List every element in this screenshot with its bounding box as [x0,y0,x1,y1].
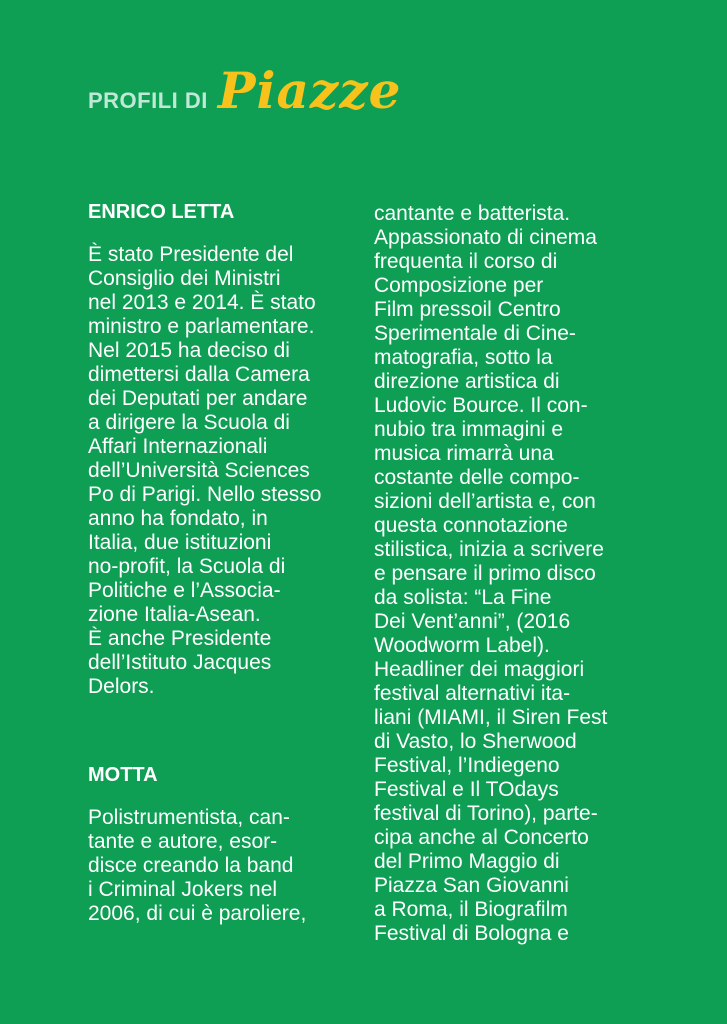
section-spacer [88,699,358,763]
brand-logo-text: Piazze [217,61,402,120]
right-column [374,202,644,946]
left-column [88,200,358,926]
page-header [88,61,402,120]
section-body-enrico-letta: È stato Presidente del Consiglio dei Ministri nel 2013 e 2014. È stato ministro e parlamentare. Nel 2015 ha deciso di dimettersi dalla Camera dei Deputati per andare a dirigere la Scuola di Affari Internazionali dell’Università Sciences Po di Parigi. Nello stesso anno ha fondato, in Italia, due istituzioni no-profit, la Scuola di Politiche e l’Associa- zione Italia-Asean. È anche Presidente dell’Istituto Jacques Delors. [88,243,322,698]
section-title-enrico-letta: ENRICO LETTA [88,201,235,223]
section-title-motta: MOTTA [88,764,158,786]
section-body-motta-part1: Polistrumentista, can- tante e autore, esor- disce creando la band i Criminal Jokers nel 2006, di cui è paroliere, [88,806,307,925]
header-prefix: PROFILI DI [88,88,208,113]
section-body-motta-part2: cantante e batterista. Appassionato di cinema frequenta il corso di Composizione per Film pressoil Centro Sperimentale di Cine- matografia, sotto la direzione artistica di Ludovic Bource. Il con- nubio tra immagini e musica rimarrà una costante delle compo- sizioni dell’artista e, con questa connotazione stilistica, inizia a scrivere e pensare il primo disco da solista: “La Fine Dei Vent’anni”, (2016 Woodworm Label). Headliner dei maggiori festival alternativi ita- liani (MIAMI, il Siren Fest di Vasto, lo Sherwood Festival, l’Indiegeno Festival e Il TOdays festival di Torino), parte- cipa anche al Concerto del Primo Maggio di Piazza San Giovanni a Roma, il Biografilm Festival di Bologna e [374,202,608,945]
